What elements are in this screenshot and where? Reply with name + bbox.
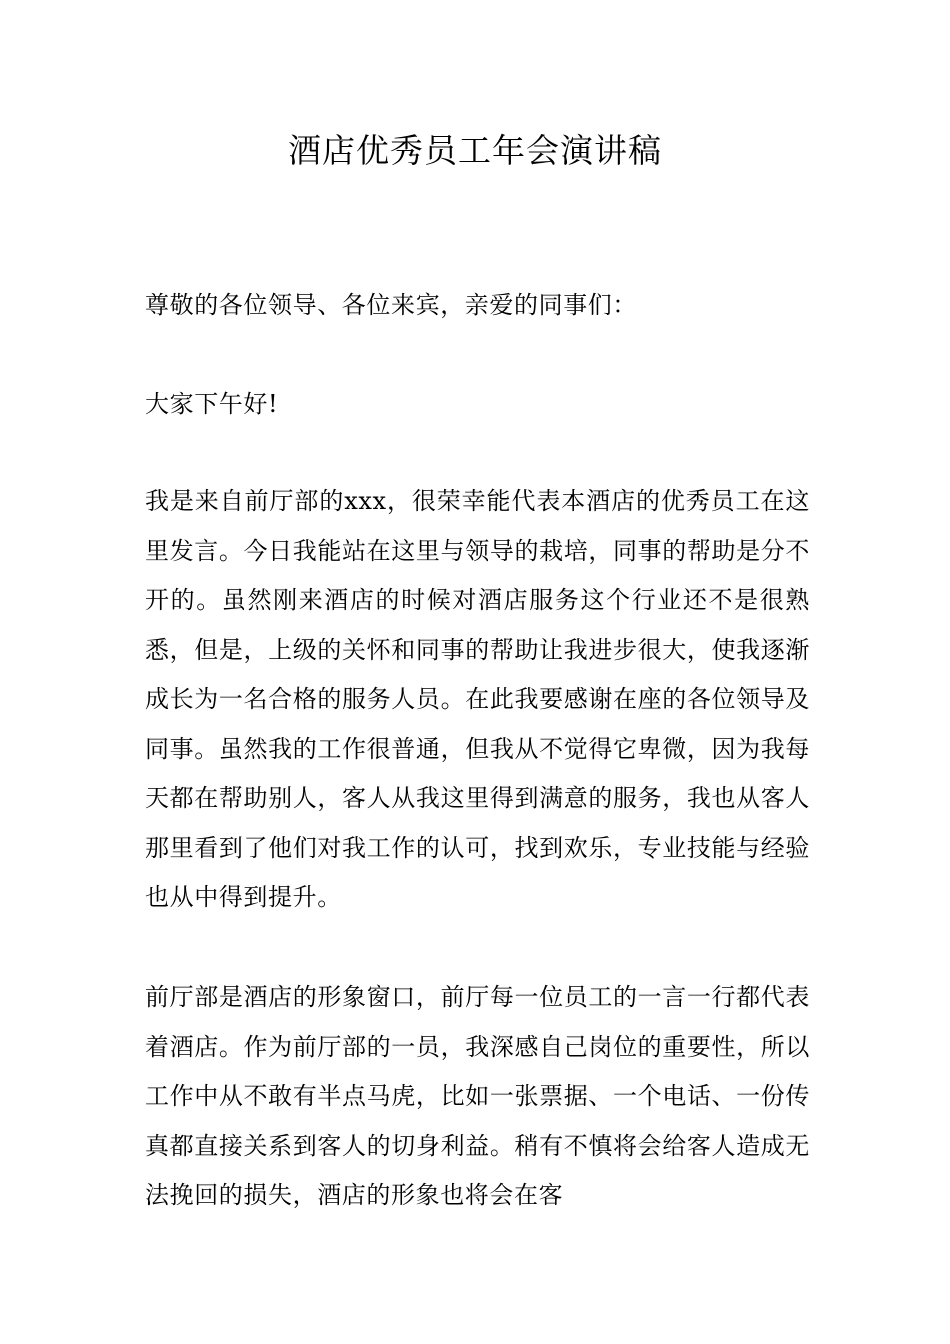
hello-line: 大家下午好! xyxy=(145,390,279,418)
greeting-line: 尊敬的各位领导、各位来宾，亲爱的同事们： xyxy=(145,291,637,319)
body-paragraph: 我是来自前厅部的xxx，很荣幸能代表本酒店的优秀员工在这里发言。今日我能站在这里与领导的栽培，同事的帮助是分不开的。虽然刚来酒店的时候对酒店服务这个行业还不是很熟悉，但是，上级的关怀和同事的帮助让我进步很大，使我逐渐成长为一名合格的服务人员。在此我要感谢在座的各位领导及同事。虽然我的工作很普通，但我从不觉得它卑微，因为我每天都在帮助别人，客人从我这里得到满意的服务，我也从客人那里看到了他们对我工作的认可，找到欢乐，专业技能与经验也从中得到提升。 xyxy=(145,487,810,911)
body-paragraph: 前厅部是酒店的形象窗口，前厅每一位员工的一言一行都代表着酒店。作为前厅部的一员，我深感自己岗位的重要性，所以工作中从不敢有半点马虎，比如一张票据、一个电话、一份传真都直接关系到客人的切身利益。稍有不慎将会给客人造成无法挽回的损失，酒店的形象也将会在客 xyxy=(145,983,810,1209)
page-title: 酒店优秀员工年会演讲稿 xyxy=(288,131,662,170)
